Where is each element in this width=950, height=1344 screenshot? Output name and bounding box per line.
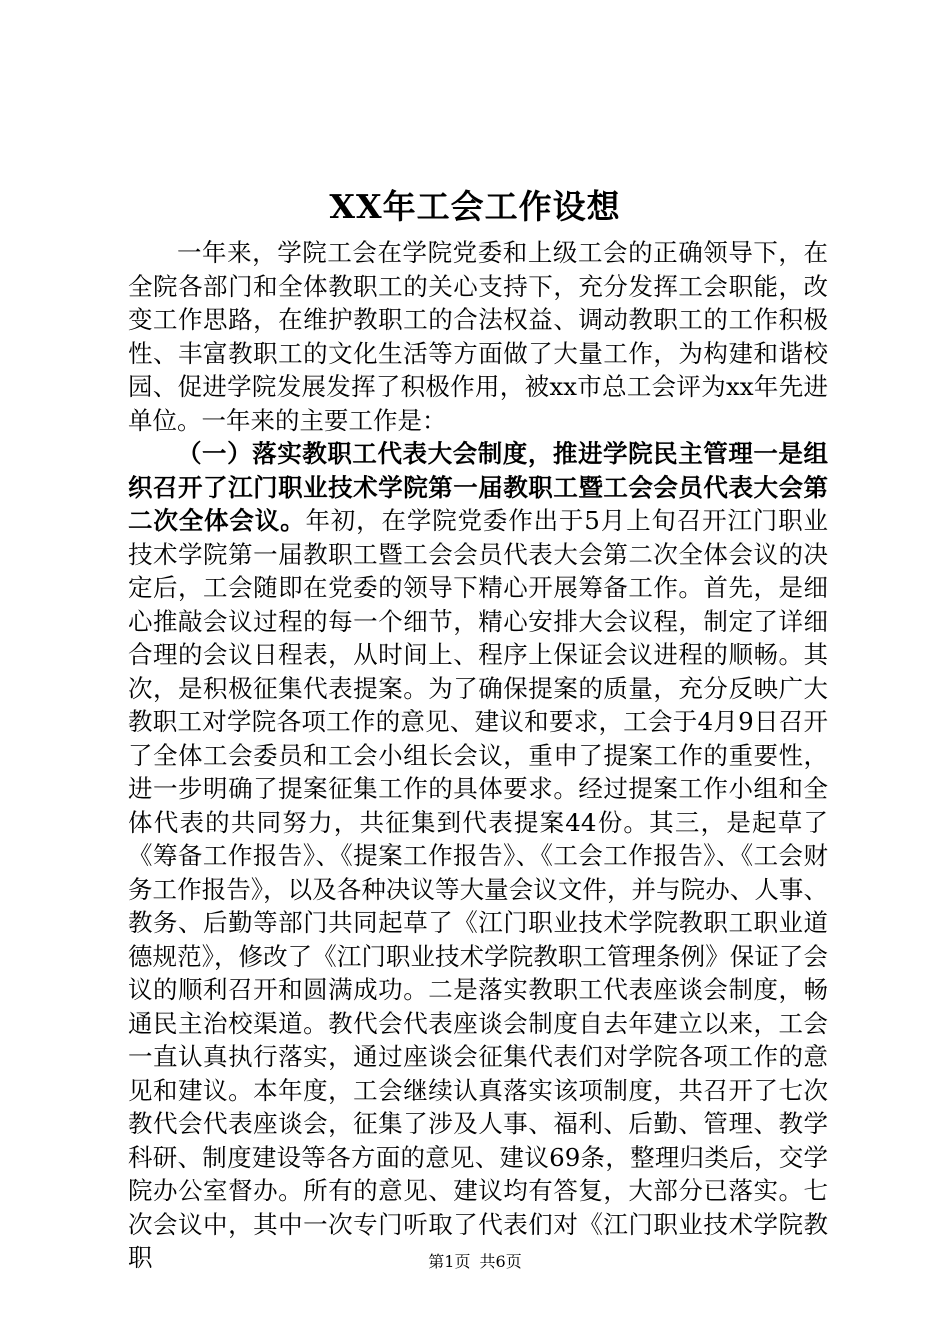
page-footer [0,1250,950,1274]
document-title: XX年工会工作设想 [329,187,621,226]
section-one-heading: （一）落实教职工代表大会制度，推进学院民主管理一是组织召开了江门职业技术学院第一届教职工暨工会会员代表大会第二次全体会议。 [128,439,828,535]
section-one-text: 年初，在学院党委作出于5月上旬召开江门职业技术学院第一届教职工暨工会会员代表大会第二次全体会议的决定后，工会随即在党委的领导下精心开展筹备工作。首先，是细心推敲会议过程的每一个细节，精心安排大会议程，制定了详细合理的会议日程表，从时间上、程序上保证会议进程的顺畅。其次，是积极征集代表提案。为了确保提案的质量，充分反映广大教职工对学院各项工作的意见、建议和要求，工会于4月9日召开了全体工会委员和工会小组长会议，重申了提案工作的重要性，进一步明确了提案征集工作的具体要求。经过提案工作小组和全体代表的共同努力，共征集到代表提案44份。其三，是起草了《筹备工作报告》、《提案工作报告》、《工会工作报告》、《工会财务工作报告》，以及各种决议等大量会议文件，并与院办、人事、教务、后勤等部门共同起草了《江门职业技术学院教职工职业道德规范》，修改了《江门职业技术学院教职工管理条例》保证了会议的顺利召开和圆满成功。二是落实教职工代表座谈会制度，畅通民主治校渠道。教代会代表座谈会制度自去年建立以来，工会一直认真执行落实，通过座谈会征集代表们对学院各项工作的意见和建议。本年度，工会继续认真落实该项制度，共召开了七次教代会代表座谈会，征集了涉及人事、福利、后勤、管理、教学科研、制度建设等各方面的意见、建议69条，整理归类后，交学院办公室督办。所有的意见、建议均有答复，大部分已落实。七次会议中，其中一次专门听取了代表们对《江门职业技术学院教职 [128,506,829,1272]
section-one-paragraph [128,437,828,1275]
page-number: 第1页 [428,1252,471,1271]
intro-paragraph: 一年来，学院工会在学院党委和上级工会的正确领导下，在全院各部门和全体教职工的关心支持下，充分发挥工会职能，改变工作思路，在维护教职工的合法权益、调动教职工的工作积极性、丰富教职工的文化生活等方面做了大量工作，为构建和谐校园、促进学院发展发挥了积极作用，被xx市总工会评为xx年先进单位。一年来的主要工作是： [128,238,828,435]
page-total: 共6页 [479,1252,522,1271]
document-body [128,236,828,1275]
